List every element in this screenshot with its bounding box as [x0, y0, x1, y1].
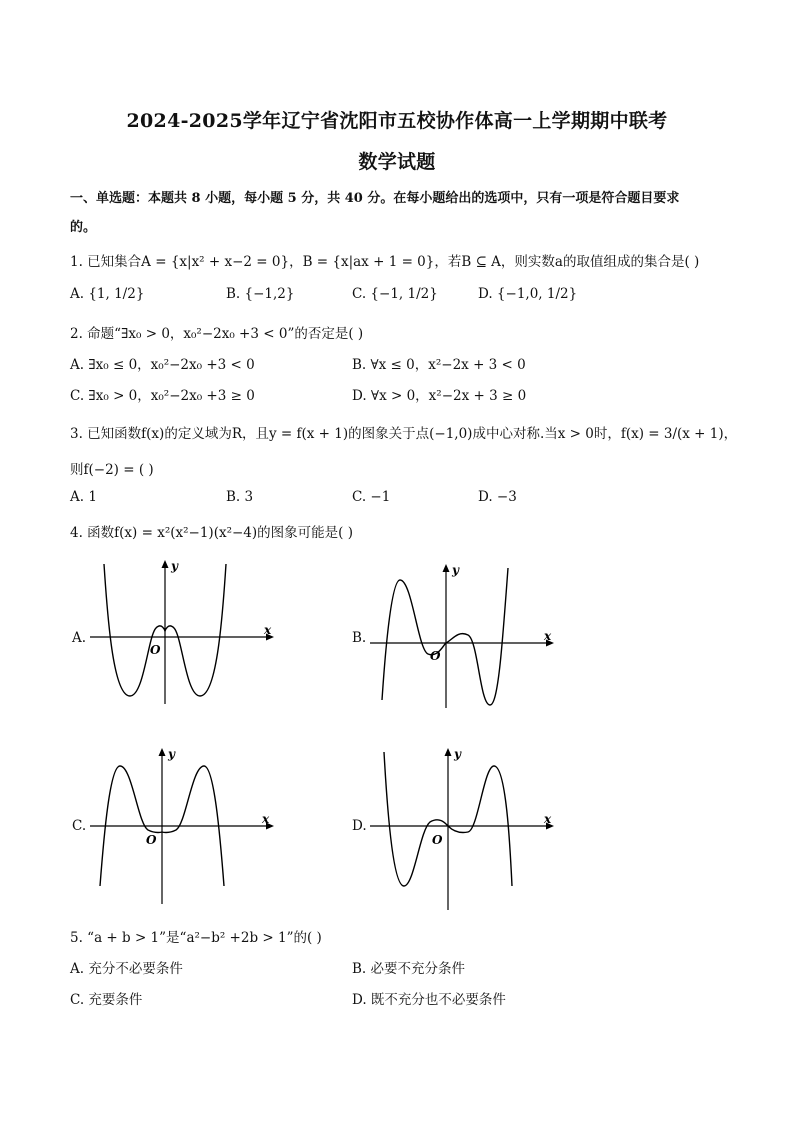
q3-option-d[interactable]: D. −3 — [478, 489, 517, 505]
q4-graph-c[interactable] — [86, 744, 286, 904]
q4-a-x-label: x — [264, 623, 272, 637]
q4-stem: 4. 函数f(x) = x²(x²−1)(x²−4)的图象可能是( ) — [70, 525, 353, 541]
q4-c-y-label: y — [168, 747, 175, 761]
q1-option-b[interactable]: B. {−1,2} — [226, 286, 295, 302]
q1-option-c[interactable]: C. {−1, 1/2} — [352, 286, 438, 302]
exam-subtitle: 数学试题 — [358, 151, 436, 173]
q2-option-d[interactable]: D. ∀x > 0，x²−2x + 3 ≥ 0 — [352, 388, 527, 404]
section-heading-line1: 一、单选题：本题共 8 小题，每小题 5 分，共 40 分。在每小题给出的选项中，只有一项是符合题目要求 — [70, 191, 680, 206]
q3-option-a[interactable]: A. 1 — [70, 489, 97, 505]
section-heading-line2: 的。 — [70, 220, 97, 235]
q4-graph-a[interactable] — [86, 556, 286, 706]
q2-option-b[interactable]: B. ∀x ≤ 0，x²−2x + 3 < 0 — [352, 357, 526, 373]
q4-d-origin-label: O — [432, 833, 443, 847]
q4-graph-b[interactable] — [366, 560, 566, 710]
q3-option-b[interactable]: B. 3 — [226, 489, 254, 505]
q5-stem: 5. “a + b > 1”是“a²−b² +2b > 1”的( ) — [70, 930, 322, 946]
q2-stem: 2. 命题“∃x₀ > 0，x₀²−2x₀ +3 < 0”的否定是( ) — [70, 326, 364, 342]
q3-option-c[interactable]: C. −1 — [352, 489, 391, 505]
q4-option-a-label: A. — [72, 630, 87, 646]
q2-option-a[interactable]: A. ∃x₀ ≤ 0，x₀²−2x₀ +3 < 0 — [70, 357, 255, 373]
q4-b-origin-label: O — [430, 649, 441, 663]
q4-a-y-label: y — [171, 559, 178, 573]
q5-option-a[interactable]: A. 充分不必要条件 — [70, 961, 183, 977]
q4-c-x-label: x — [262, 812, 270, 826]
q2-option-c[interactable]: C. ∃x₀ > 0，x₀²−2x₀ +3 ≥ 0 — [70, 388, 255, 404]
q5-option-c[interactable]: C. 充要条件 — [70, 992, 143, 1008]
q4-option-d-label: D. — [352, 818, 367, 834]
q4-a-origin-label: O — [150, 643, 161, 657]
q4-d-y-label: y — [454, 747, 461, 761]
q4-c-origin-label: O — [146, 833, 157, 847]
q3-stem-line2: 则f(−2) = ( ) — [70, 462, 154, 478]
q1-option-d[interactable]: D. {−1,0, 1/2} — [478, 286, 578, 302]
q1-stem: 1. 已知集合A = {x|x² + x−2 = 0}，B = {x|ax + 1 = 0}，若B ⊆ A，则实数a的取值组成的集合是( ) — [70, 254, 700, 270]
q4-d-x-label: x — [544, 812, 552, 826]
q4-graph-d[interactable] — [366, 744, 566, 914]
q5-option-d[interactable]: D. 既不充分也不必要条件 — [352, 992, 506, 1008]
q4-option-b-label: B. — [352, 630, 367, 646]
exam-title: 2024-2025学年辽宁省沈阳市五校协作体高一上学期期中联考 — [126, 110, 668, 132]
q4-option-c-label: C. — [72, 818, 87, 834]
q1-option-a[interactable]: A. {1, 1/2} — [70, 286, 145, 302]
q3-stem-line1: 3. 已知函数f(x)的定义域为R，且y = f(x + 1)的图象关于点(−1,0)成中心对称.当x > 0时，f(x) = 3/(x + 1)， — [70, 426, 738, 442]
q4-b-x-label: x — [544, 629, 552, 643]
q4-b-y-label: y — [452, 563, 459, 577]
q5-option-b[interactable]: B. 必要不充分条件 — [352, 961, 466, 977]
